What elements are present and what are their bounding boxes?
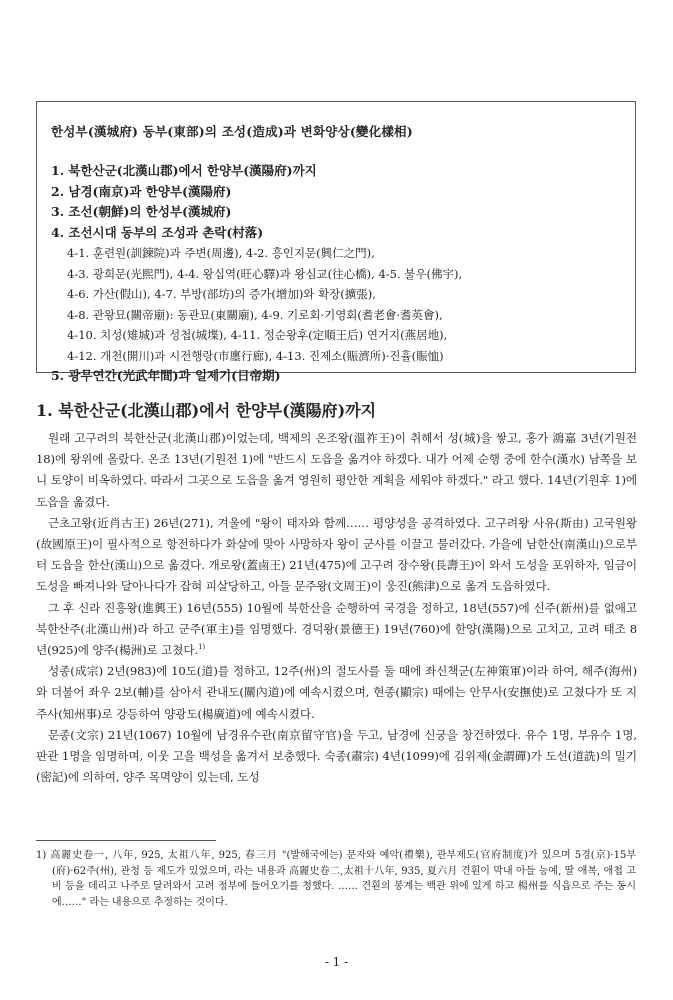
table-of-contents-box bbox=[36, 101, 636, 383]
section-heading: 1. 북한산군(北漢山郡)에서 한양부(漢陽府)까지 bbox=[36, 401, 377, 420]
paragraph-2: 근초고왕(近肖古王) 26년(271), 겨울에 "왕이 태자와 함께…… 평양성을 공격하였다. 고구려왕 사유(斯由) 고국원왕(故國原王)이 필사적으로 항전하다가 화살에 맞아 사망하자 왕이 군사를 이끌고 물러갔다. 가을에 남한산(南漢山)으로부터 도읍을 한산(漢山)으로 옮겼다. 개로왕(蓋鹵王) 21년(475)에 고구려 장수왕(長壽王)이 와서 도성을 포위하자, 임금이 도성을 빠져나와 달아나다가 잡혀 피살당하고, 아들 문주왕(文周王)이 웅진(熊津)으로 옮겨 도읍하였다. bbox=[36, 515, 637, 594]
body-text bbox=[36, 428, 637, 788]
toc-item-5: 5. 광무연간(光武年間)과 일제기(日帝期) bbox=[51, 368, 281, 383]
page-number: - 1 - bbox=[324, 955, 349, 969]
toc-subitem-row-3: 4-6. 가산(假山), 4-7. 부방(部坊)의 증가(增加)와 확장(擴張), bbox=[67, 287, 376, 301]
paragraph-3-text: 그 후 신라 진흥왕(進興王) 16년(555) 10월에 북한산을 순행하여 국경을 정하고, 18년(557)에 신주(新州)를 없애고 북한산주(北漢山州)라 하고 군주(軍主)를 임명했다. 경덕왕(景德王) 19년(760)에 한양(漢陽)으로 고치고, 고려 태조 8년(925)에 양주(楊洲)로 고쳤다. bbox=[36, 600, 637, 658]
footnote-1: 1) 高麗史卷一, 八年, 925, 太祖八年, 925, 春三月 "(발해국에는) 문자와 예악(禮樂), 관부제도(官府制度)가 있으며 5경(京)·15부(府)·62주(州), 관청 등 제도가 있었으며, 라는 내용과 高麗史卷二,太祖十八年, 935, 夏六月 견훤이 막내 아들 능예, 딸 애복, 애첩 고비 등을 데리고 나주로 달려와서 고려 정부에 들어오기를 청했다. …… 견훤의 봉계는 백관 위에 있게 하고 楊州를 식읍으로 주는 동시에……" 라는 내용으로 추정하는 것이다. bbox=[36, 850, 636, 908]
toc-item-2: 2. 남경(南京)과 한양부(漢陽府) bbox=[51, 183, 232, 199]
toc-item-4: 4. 조선시대 동부의 조성과 촌락(村落) bbox=[51, 224, 264, 240]
footnote-reference: 1) bbox=[198, 643, 206, 652]
toc-subitem-row-1: 4-1. 훈련원(訓鍊院)과 주변(周邊), 4-2. 흥인지문(興仁之門), bbox=[67, 246, 375, 260]
paragraph-4: 성종(成宗) 2년(983)에 10도(道)를 정하고, 12주(州)의 절도사를 둘 때에 좌신책군(左神策軍)이라 하여, 해주(海州)와 더불어 좌우 2보(輔)를 삼아서 관내도(關內道)에 예속시켰으며, 현종(顯宗) 때에는 안무사(安撫使)로 고쳤다가 또 지주사(知州事)로 강등하여 양광도(楊廣道)에 예속시켰다. bbox=[36, 664, 637, 721]
toc-title: 한성부(漢城府) 동부(東部)의 조성(造成)과 변화양상(變化樣相) bbox=[51, 124, 413, 139]
toc-item-1: 1. 북한산군(北漢山郡)에서 한양부(漢陽府)까지 bbox=[51, 163, 317, 178]
toc-subitem-row-4: 4-8. 관왕묘(關帝廟): 동관묘(東關廟), 4-9. 기로회·기영회(耆老會·耆英會), bbox=[67, 307, 443, 322]
toc-subitem-row-2: 4-3. 광희문(光熙門), 4-4. 왕십역(旺心驛)과 왕심교(往心橋), 4-5. 불우(佛宇), bbox=[67, 266, 463, 281]
toc-subitem-row-6: 4-12. 개천(開川)과 시전행랑(市廛行廊), 4-13. 진제소(賑濟所)·진휼(賑恤) bbox=[67, 348, 444, 363]
paragraph-5: 문종(文宗) 21년(1067) 10월에 남경유수관(南京留守官)을 두고, 남경에 신궁을 창건하였다. 유수 1명, 부유수 1명, 판관 1명을 임명하며, 이웃 고을 백성을 옮겨서 보충했다. 숙종(肅宗) 4년(1099)에 김위제(金謂磾)가 도선(道詵)의 밀기(密記)에 의하여, 양주 목멱양이 있는데, 도성 bbox=[36, 727, 637, 785]
toc-subitem-row-5: 4-10. 치성(雉城)과 성첩(城堞), 4-11. 정순왕후(定順王后) 연거지(燕居地), bbox=[67, 328, 448, 342]
paragraph-1: 원래 고구려의 북한산군(北漢山郡)이었는데, 백제의 온조왕(溫祚王)이 취해서 성(城)을 쌓고, 홍가 鴻嘉 3년(기원전 18)에 왕위에 올랐다. 온조 13년(기원전 1)에 "반드시 도읍을 옮겨야 하겠다. 내가 어제 순행 중에 한수(漢水) 남쪽을 보니 토양이 비옥하였다. 따라서 그곳으로 도읍을 옮겨 영원히 평안한 계획을 세워야 하겠다." 라고 했다. 14년(기원후 1)에 도읍을 옮겼다. bbox=[36, 431, 637, 509]
paragraph-3 bbox=[36, 598, 637, 662]
footnote-divider bbox=[36, 840, 216, 841]
toc-item-3: 3. 조선(朝鮮)의 한성부(漢城府) bbox=[51, 204, 232, 219]
